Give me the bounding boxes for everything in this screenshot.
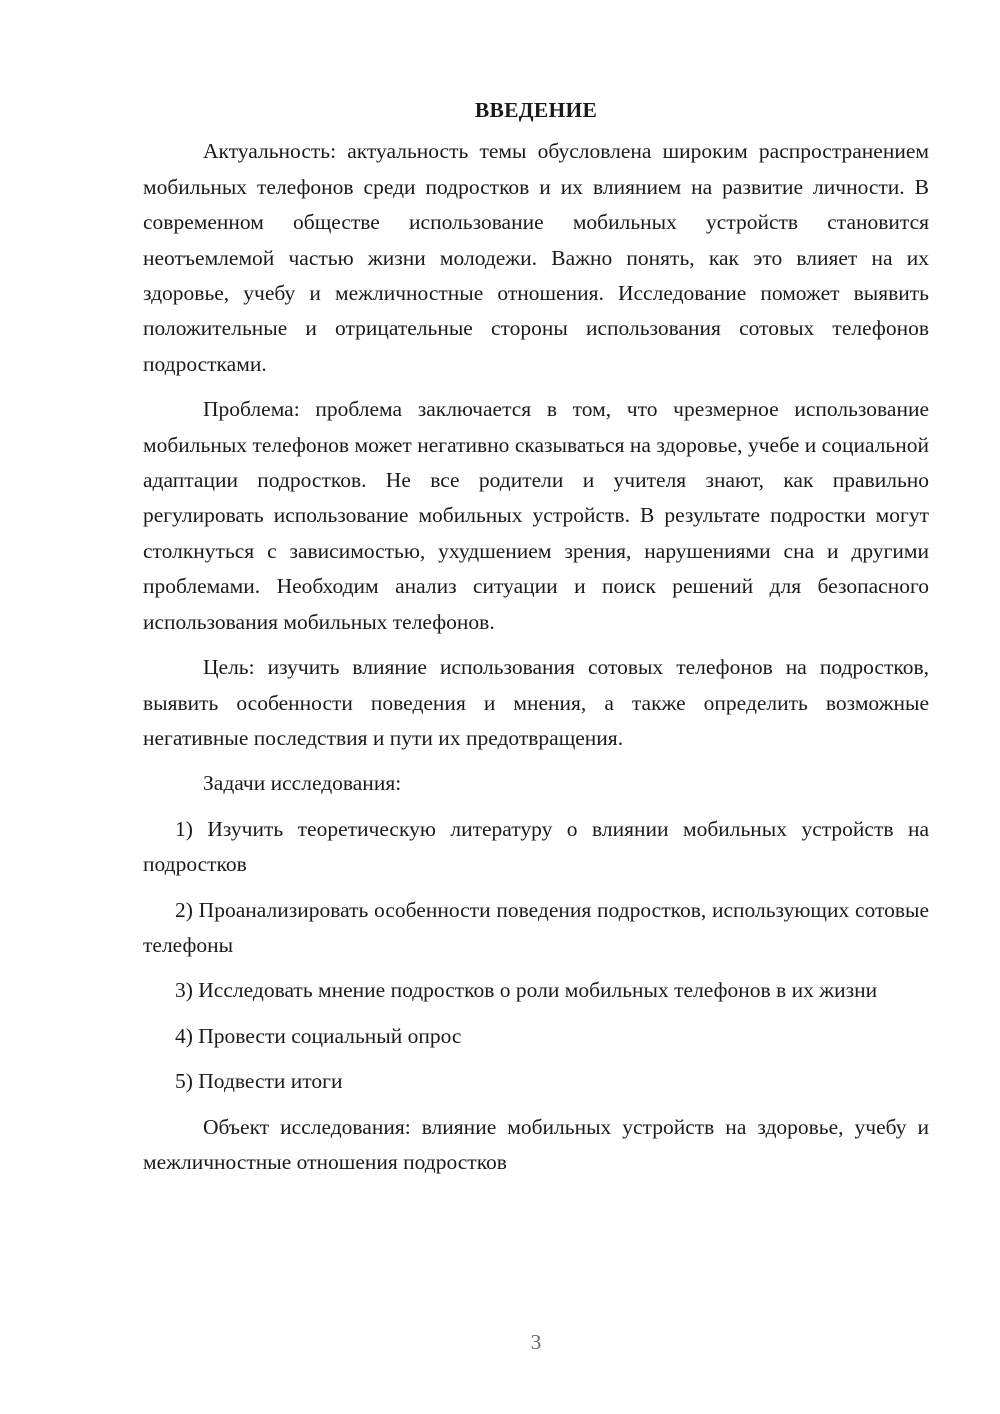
task-item: 2) Проанализировать особенности поведения подростков, использующих сотовые телефоны: [143, 897, 929, 957]
goal-paragraph: Цель: изучить влияние использования сотовых телефонов на подростков, выявить особенности поведения и мнения, а также определить возможные негативные последствия и пути их предотвращения.: [143, 655, 929, 750]
page-number: 3: [530, 1330, 542, 1354]
tasks-heading: Задачи исследования:: [203, 771, 402, 796]
relevance-paragraph: Актуальность: актуальность темы обусловлена широким распространением мобильных телефонов среди подростков и их влиянием на развитие личности. В современном обществе использование мобильных устройств становится неотъемлемой частью жизни молодежи. Важно понять, как это влияет на их здоровье, учебу и межличностные отношения. Исследование поможет выявить положительные и отрицательные стороны использования сотовых телефонов подростками.: [143, 139, 929, 376]
problem-paragraph: Проблема: проблема заключается в том, что чрезмерное использование мобильных телефонов может негативно сказываться на здоровье, учебе и социальной адаптации подростков. Не все родители и учителя знают, как правильно регулировать использование мобильных устройств. В результате подростки могут столкнуться с зависимостью, ухудшением зрения, нарушениями сна и другими проблемами. Необходим анализ ситуации и поиск решений для безопасного использования мобильных телефонов.: [143, 397, 929, 634]
object-paragraph: Объект исследования: влияние мобильных устройств на здоровье, учебу и межличностные отношения подростков: [143, 1114, 929, 1174]
task-item: 3) Исследовать мнение подростков о роли мобильных телефонов в их жизни: [175, 978, 878, 1003]
document-page: [143, 93, 929, 1190]
task-item: 1) Изучить теоретическую литературу о влиянии мобильных устройств на подростков: [143, 816, 929, 877]
page-title: ВВЕДЕНИЕ: [474, 98, 598, 122]
task-item: 4) Провести социальный опрос: [175, 1023, 462, 1048]
task-item: 5) Подвести итоги: [175, 1069, 343, 1094]
